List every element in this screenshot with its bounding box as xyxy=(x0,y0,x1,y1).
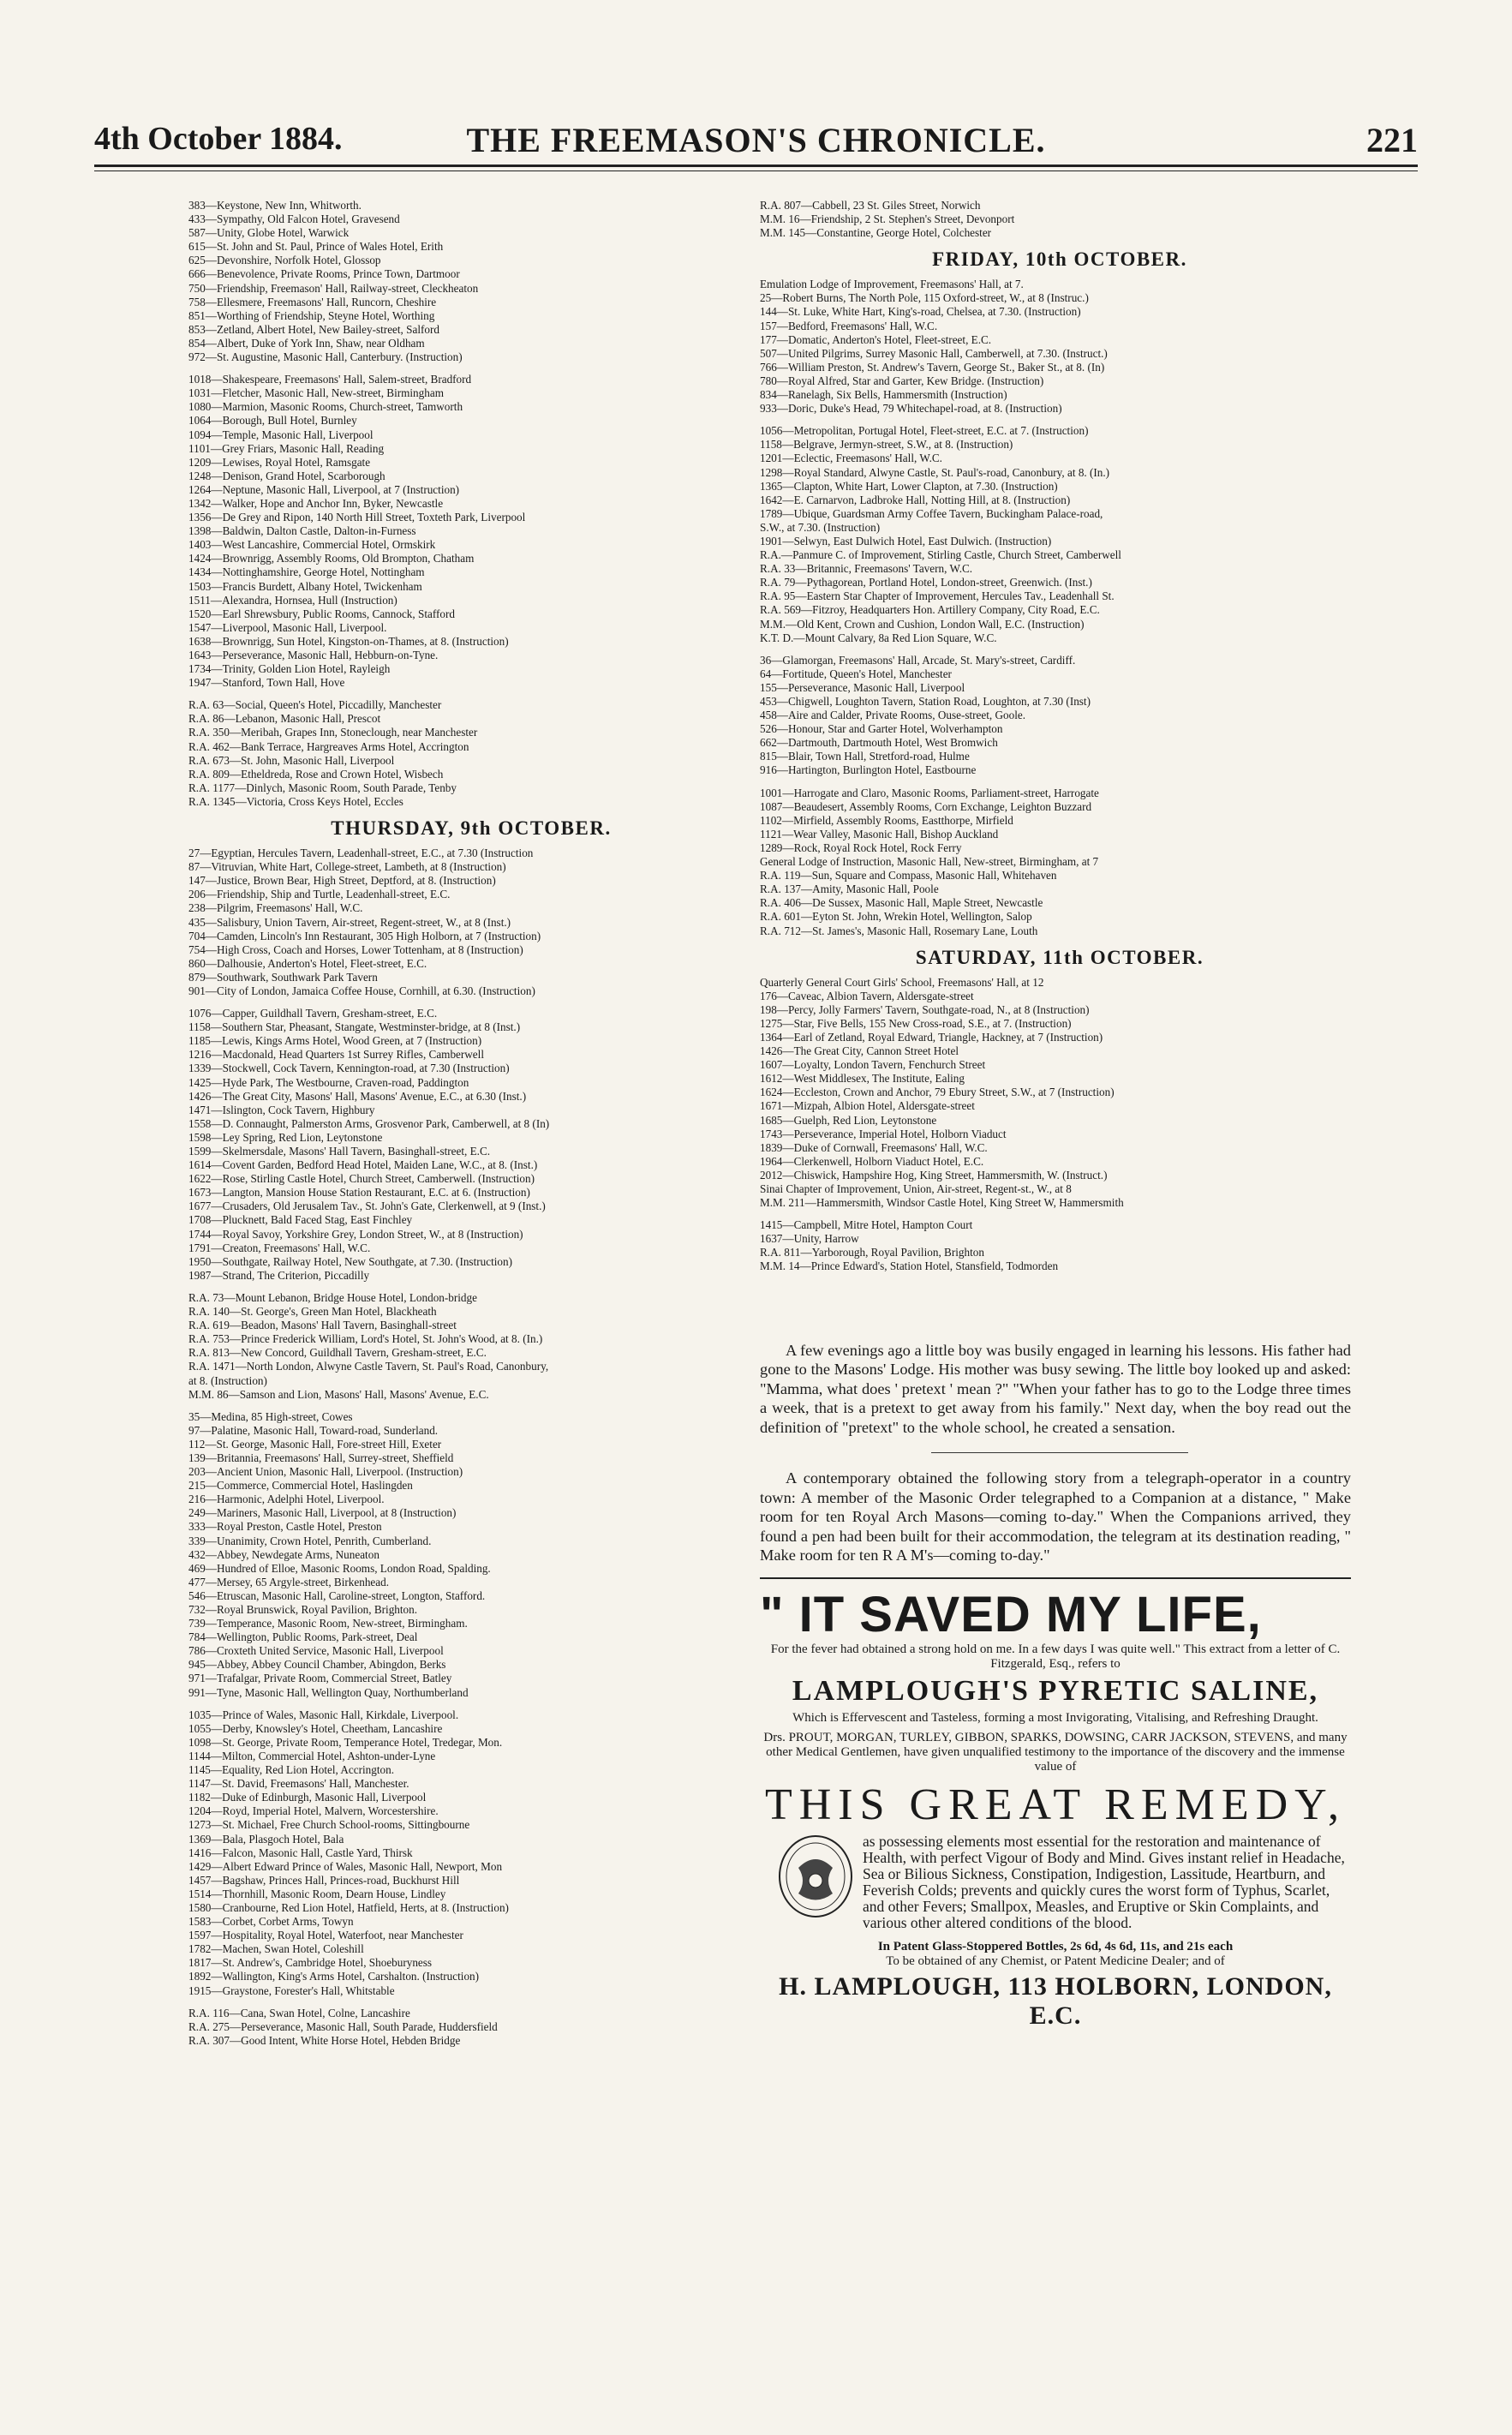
chapter-list-thursday-provincial xyxy=(188,2007,754,2048)
listing-line: R.A. 569—Fitzroy, Headquarters Hon. Artillery Company, City Road, E.C. xyxy=(760,603,1100,617)
listing-line: 1087—Beaudesert, Assembly Rooms, Corn Exchange, Leighton Buzzard xyxy=(760,799,1092,813)
listing-line: 215—Commerce, Commercial Hotel, Haslingden xyxy=(188,1479,413,1493)
listing-line: 1643—Perseverance, Masonic Hall, Hebburn-on-Tyne. xyxy=(188,649,439,661)
listing-line: 177—Domatic, Anderton's Hotel, Fleet-street, E.C. xyxy=(760,332,992,346)
listing-line: 1209—Lewises, Royal Hotel, Ramsgate xyxy=(188,455,371,469)
listing-line: 1415—Campbell, Mitre Hotel, Hampton Court xyxy=(760,1218,973,1232)
listing-line: 1637—Unity, Harrow xyxy=(760,1232,859,1246)
ad-dealer-note: To be obtained of any Chemist, or Patent Medicine Dealer; and of xyxy=(886,1953,1225,1968)
listing-line: 469—Hundred of Elloe, Masonic Rooms, London Road, Spalding. xyxy=(188,1561,491,1575)
listing-line: R.A. 807—Cabbell, 23 St. Giles Street, Norwich xyxy=(760,199,981,212)
listing-line: 87—Vitruvian, White Hart, College-street, Lambeth, at 8 (Instruction) xyxy=(188,860,506,874)
listing-line: 1403—West Lancashire, Commercial Hotel, Ormskirk xyxy=(188,538,436,552)
listing-line: 477—Mersey, 65 Argyle-street, Birkenhead. xyxy=(188,1575,390,1588)
listing-line: 1121—Wear Valley, Masonic Hall, Bishop Auckland xyxy=(760,827,999,841)
listing-line: 1101—Grey Friars, Masonic Hall, Reading xyxy=(188,441,385,455)
listing-line: 1950—Southgate, Railway Hotel, New Southgate, at 7.30. (Instruction) xyxy=(188,1254,512,1268)
ad-product-desc: Which is Effervescent and Tasteless, forming a most Invigorating, Vitalising, and Refreshing Draught. xyxy=(792,1710,1318,1725)
listing-line: 615—St. John and St. Paul, Prince of Wales Hotel, Erith xyxy=(188,240,444,254)
listing-line: R.A. 601—Eyton St. John, Wrekin Hotel, Wellington, Salop xyxy=(760,910,1032,924)
listing-line: 435—Salisbury, Union Tavern, Air-street, Regent-street, W., at 8 (Inst.) xyxy=(188,915,511,929)
listing-line: 739—Temperance, Masonic Room, New-street, Birmingham. xyxy=(188,1617,468,1630)
lodge-list-thursday-provincial xyxy=(188,1410,754,1700)
listing-line: 1275—Star, Five Bells, 155 New Cross-road, S.E., at 7. (Instruction) xyxy=(760,1016,1072,1030)
listing-line: 1987—Strand, The Criterion, Piccadilly xyxy=(188,1268,370,1282)
lodge-list-thursday-london xyxy=(188,847,754,998)
listing-line: 901—City of London, Jamaica Coffee House, Cornhill, at 6.30. (Instruction) xyxy=(188,984,535,997)
listing-line: 27—Egyptian, Hercules Tavern, Leadenhall-street, E.C., at 7.30 (Instruction xyxy=(188,847,534,860)
listing-line: 1273—St. Michael, Free Church School-rooms, Sittingbourne xyxy=(188,1818,470,1832)
listing-line: 1298—Royal Standard, Alwyne Castle, St. Paul's-road, Canonbury, at 8. (In.) xyxy=(760,465,1110,479)
listing-line: M.M. 211—Hammersmith, Windsor Castle Hotel, King Street W, Hammersmith xyxy=(760,1196,1124,1210)
listing-line: 853—Zetland, Albert Hotel, New Bailey-street, Salford xyxy=(188,322,439,336)
ad-body xyxy=(760,1834,1351,1931)
listing-line: 35—Medina, 85 High-street, Cowes xyxy=(188,1409,353,1423)
listing-line: 1583—Corbet, Corbet Arms, Towyn xyxy=(188,1915,354,1929)
listing-line: 1080—Marmion, Masonic Rooms, Church-street, Tamworth xyxy=(188,400,463,414)
listing-line: R.A. 813—New Concord, Guildhall Tavern, Gresham-street, E.C. xyxy=(188,1346,487,1360)
listing-line: 526—Honour, Star and Garter Hotel, Wolverhampton xyxy=(760,722,1003,736)
listing-line: R.A. 63—Social, Queen's Hotel, Piccadilly, Manchester xyxy=(188,698,442,712)
listing-line: 587—Unity, Globe Hotel, Warwick xyxy=(188,226,350,240)
listing-line: 144—St. Luke, White Hart, King's-road, Chelsea, at 7.30. (Instruction) xyxy=(760,305,1081,319)
listing-line: 991—Tyne, Masonic Hall, Wellington Quay, Northumberland xyxy=(188,1685,469,1699)
listing-line: 625—Devonshire, Norfolk Hotel, Glossop xyxy=(188,254,381,267)
listing-line: 662—Dartmouth, Dartmouth Hotel, West Bromwich xyxy=(760,736,998,750)
listing-line: 1364—Earl of Zetland, Royal Edward, Triangle, Hackney, at 7 (Instruction) xyxy=(760,1030,1103,1044)
section-divider xyxy=(931,1452,1188,1453)
listing-line: 1514—Thornhill, Masonic Room, Dearn House, Lindley xyxy=(188,1887,446,1900)
listing-line: R.A. 79—Pythagorean, Portland Hotel, London-street, Greenwich. (Inst.) xyxy=(760,576,1092,589)
listing-line: R.A.—Panmure C. of Improvement, Stirling Castle, Church Street, Camberwell xyxy=(760,548,1121,562)
listing-line: M.M. 16—Friendship, 2 St. Stephen's Street, Devonport xyxy=(760,212,1015,226)
listing-line: 1365—Clapton, White Hart, Lower Clapton, at 7.30. (Instruction) xyxy=(760,479,1058,493)
listing-line: Emulation Lodge of Improvement, Freemasons' Hall, at 7. xyxy=(760,278,1024,291)
listing-line: 1434—Nottinghamshire, George Hotel, Nottingham xyxy=(188,565,425,579)
listing-line: 1597—Hospitality, Royal Hotel, Waterfoot, near Manchester xyxy=(188,1929,463,1942)
listing-line: 666—Benevolence, Private Rooms, Prince Town, Dartmoor xyxy=(188,267,460,281)
listing-line: R.A. 1345—Victoria, Cross Keys Hotel, Eccles xyxy=(188,794,403,808)
listing-line: 1424—Brownrigg, Assembly Rooms, Old Brompton, Chatham xyxy=(188,552,475,565)
left-column xyxy=(188,199,754,2048)
ad-address: H. LAMPLOUGH, 113 HOLBORN, LONDON, E.C. xyxy=(779,1971,1332,2030)
anecdote-telegram xyxy=(760,1469,1351,1565)
lodge-list-friday-provincial-2 xyxy=(760,787,1360,938)
listing-line: 754—High Cross, Coach and Horses, Lower Tottenham, at 8 (Instruction) xyxy=(188,942,523,956)
listing-line: 1782—Machen, Swan Hotel, Coleshill xyxy=(188,1942,364,1956)
right-column xyxy=(760,199,1360,2031)
listing-line: 458—Aire and Calder, Private Rooms, Ouse-street, Goole. xyxy=(760,709,1026,722)
listing-line: 1457—Bagshaw, Princes Hall, Princes-road, Buckhurst Hill xyxy=(188,1873,460,1887)
listing-line: 780—Royal Alfred, Star and Garter, Kew Bridge. (Instruction) xyxy=(760,374,1044,387)
listing-line: 851—Worthing of Friendship, Steyne Hotel, Worthing xyxy=(188,308,435,322)
listing-line: R.A. 116—Cana, Swan Hotel, Colne, Lancashire xyxy=(188,2006,410,2019)
listing-line: R.A. 753—Prince Frederick William, Lord's Hotel, St. John's Wood, at 8. (In.) xyxy=(188,1332,543,1346)
listing-line: R.A. 619—Beadon, Masons' Hall Tavern, Basinghall-street xyxy=(188,1319,457,1332)
listing-line: 1018—Shakespeare, Freemasons' Hall, Salem-street, Bradford xyxy=(188,373,472,386)
lodge-list-wednesday-provincial xyxy=(188,199,754,364)
listing-line: 1580—Cranbourne, Red Lion Hotel, Hatfield, Herts, at 8. (Instruction) xyxy=(188,1900,509,1914)
newspaper-title: THE FREEMASON'S CHRONICLE. xyxy=(466,121,1046,159)
listing-line: 1734—Trinity, Golden Lion Hotel, Rayleigh xyxy=(188,662,391,676)
listing-line: 1964—Clerkenwell, Holborn Viaduct Hotel, E.C. xyxy=(760,1154,984,1168)
listing-line: 1892—Wallington, King's Arms Hotel, Carshalton. (Instruction) xyxy=(188,1970,480,1983)
listing-line: 879—Southwark, Southwark Park Tavern xyxy=(188,970,378,984)
listing-line: 1158—Belgrave, Jermyn-street, S.W., at 8. (Instruction) xyxy=(760,438,1013,452)
listing-line: 732—Royal Brunswick, Royal Pavilion, Brighton. xyxy=(188,1603,418,1616)
listing-line: 112—St. George, Masonic Hall, Fore-street Hill, Exeter xyxy=(188,1437,442,1451)
listing-line: 1056—Metropolitan, Portugal Hotel, Fleet-street, E.C. at 7. (Instruction) xyxy=(760,424,1089,438)
listing-line: 1035—Prince of Wales, Masonic Hall, Kirkdale, Liverpool. xyxy=(188,1708,459,1721)
ad-body-text: as possessing elements most essential for the restoration and maintenance of Health, with perfect Vigour of Body and Mind. Gives instant relief in Headache, Sea or Bilious Sickness, Constipation, Indigestion, Lassitude, Heartburn, and Feverish Colds; prevents and quickly cures the worst form of Typhus, Scarlet, and other Fevers; Smallpox, Measles, and Eruptive or Skin Complaints, and various other altered conditions of the blood. xyxy=(863,1832,1345,1931)
lodge-list-saturday-provincial xyxy=(760,1218,1360,1273)
listing-line: 249—Mariners, Masonic Hall, Liverpool, at 8 (Instruction) xyxy=(188,1506,457,1520)
listing-line: 945—Abbey, Abbey Council Chamber, Abingdon, Berks xyxy=(188,1658,446,1672)
masthead-rule xyxy=(94,165,1418,167)
listing-line: 1520—Earl Shrewsbury, Public Rooms, Cannock, Stafford xyxy=(188,607,455,620)
listing-line: 1398—Baldwin, Dalton Castle, Dalton-in-Furness xyxy=(188,524,416,538)
listing-line: 1612—West Middlesex, The Institute, Ealing xyxy=(760,1072,965,1086)
listing-line: 1001—Harrogate and Claro, Masonic Rooms, Parliament-street, Harrogate xyxy=(760,786,1099,799)
listing-line: 815—Blair, Town Hall, Stretford-road, Hulme xyxy=(760,750,970,763)
listing-line: 1642—E. Carnarvon, Ladbroke Hall, Notting Hill, at 8. (Instruction) xyxy=(760,493,1071,506)
listing-line: 1201—Eclectic, Freemasons' Hall, W.C. xyxy=(760,452,942,465)
listing-line: R.A. 95—Eastern Star Chapter of Improvement, Hercules Tav., Leadenhall St. xyxy=(760,589,1115,603)
listing-line: R.A. 73—Mount Lebanon, Bridge House Hotel, London-bridge xyxy=(188,1290,477,1304)
listing-line: 1638—Brownrigg, Sun Hotel, Kingston-on-Thames, at 8. (Instruction) xyxy=(188,634,509,648)
listing-line: 1743—Perseverance, Imperial Hotel, Holborn Viaduct xyxy=(760,1127,1007,1140)
ad-product-name: LAMPLOUGH'S PYRETIC SALINE, xyxy=(792,1674,1319,1707)
listing-line: 1614—Covent Garden, Bedford Head Hotel, Maiden Lane, W.C., at 8. (Inst.) xyxy=(188,1158,538,1172)
listing-line: 1685—Guelph, Red Lion, Leytonstone xyxy=(760,1113,937,1127)
listing-line: 860—Dalhousie, Anderton's Hotel, Fleet-street, E.C. xyxy=(188,956,427,970)
listing-line: 507—United Pilgrims, Surrey Masonic Hall, Camberwell, at 7.30. (Instruct.) xyxy=(760,346,1108,360)
listing-line: 1558—D. Connaught, Palmerston Arms, Grosvenor Park, Camberwell, at 8 (In) xyxy=(188,1116,550,1130)
listing-line: 758—Ellesmere, Freemasons' Hall, Runcorn, Cheshire xyxy=(188,295,437,308)
listing-line: 1248—Denison, Grand Hotel, Scarborough xyxy=(188,469,385,482)
chapter-list-thursday-cont xyxy=(760,199,1360,240)
listing-line: R.A. 811—Yarborough, Royal Pavilion, Brighton xyxy=(760,1246,984,1259)
listing-line: 1426—The Great City, Masons' Hall, Masons' Avenue, E.C., at 6.30 (Inst.) xyxy=(188,1089,527,1103)
listing-line: 238—Pilgrim, Freemasons' Hall, W.C. xyxy=(188,901,363,915)
lodge-list-wednesday-provincial-2 xyxy=(188,373,754,690)
listing-line: 432—Abbey, Newdegate Arms, Nuneaton xyxy=(188,1547,379,1561)
listing-line: 1094—Temple, Masonic Hall, Liverpool xyxy=(188,428,374,441)
listing-line: M.M. 145—Constantine, George Hotel, Colchester xyxy=(760,226,992,240)
listing-line: R.A. 462—Bank Terrace, Hargreaves Arms Hotel, Accrington xyxy=(188,739,469,753)
listing-line: 1471—Islington, Cock Tavern, Highbury xyxy=(188,1103,375,1116)
saturday-heading: SATURDAY, 11th OCTOBER. xyxy=(915,946,1204,968)
listing-line: 2012—Chiswick, Hampshire Hog, King Street, Hammersmith, W. (Instruct.) xyxy=(760,1168,1108,1182)
listing-line: R.A. 86—Lebanon, Masonic Hall, Prescot xyxy=(188,712,381,726)
listing-line: 433—Sympathy, Old Falcon Hotel, Gravesend xyxy=(188,212,400,226)
listing-line: Sinai Chapter of Improvement, Union, Air-street, Regent-st., W., at 8 xyxy=(760,1182,1072,1195)
listing-line: at 8. (Instruction) xyxy=(188,1373,267,1387)
thursday-heading: THURSDAY, 9th OCTOBER. xyxy=(331,817,612,840)
listing-line: 1425—Hyde Park, The Westbourne, Craven-road, Paddington xyxy=(188,1075,469,1089)
ad-bottle-prices: In Patent Glass-Stoppered Bottles, 2s 6d, 4s 6d, 11s, and 21s each xyxy=(877,1939,1234,1953)
listing-line: 1264—Neptune, Masonic Hall, Liverpool, at 7 (Instruction) xyxy=(188,482,460,496)
lodge-list-friday-provincial xyxy=(760,654,1360,778)
listing-line: 339—Unanimity, Crown Hotel, Penrith, Cumberland. xyxy=(188,1534,432,1547)
page-number: 221 xyxy=(1366,121,1418,159)
listing-line: 1708—Plucknett, Bald Faced Stag, East Finchley xyxy=(188,1213,413,1227)
listing-line: 1429—Albert Edward Prince of Wales, Masonic Hall, Newport, Mon xyxy=(188,1859,503,1873)
listing-line: 972—St. Augustine, Masonic Hall, Canterbury. (Instruction) xyxy=(188,350,463,364)
listing-line: 933—Doric, Duke's Head, 79 Whitechapel-road, at 8. (Instruction) xyxy=(760,402,1062,416)
listing-line: 1915—Graystone, Forester's Hall, Whitstable xyxy=(188,1983,395,1997)
anecdote-pretext-text: A few evenings ago a little boy was busily engaged in learning his lessons. His father had gone to the Masons' Lodge. His mother was busy sewing. The little boy looked up and asked: "Mamma, what does ' pretext ' mean ?" "When your father has to go to the Lodge three times a week, that is a pretext to get away from his family." Next day, when the boy read out the definition of "pretext" to the whole school, he created a sensation. xyxy=(760,1341,1351,1436)
listing-line: S.W., at 7.30. (Instruction) xyxy=(760,520,881,534)
listing-line: 1185—Lewis, Kings Arms Hotel, Wood Green, at 7 (Instruction) xyxy=(188,1034,482,1048)
listing-line: 704—Camden, Lincoln's Inn Restaurant, 305 High Holborn, at 7 (Instruction) xyxy=(188,929,541,942)
listing-line: 198—Percy, Jolly Farmers' Tavern, Southgate-road, N., at 8 (Instruction) xyxy=(760,1002,1090,1016)
listing-line: 1102—Mirfield, Assembly Rooms, Eastthorpe, Mirfield xyxy=(760,813,1013,827)
lodge-list-friday-london-2 xyxy=(760,424,1360,645)
listing-line: 971—Trafalgar, Private Room, Commercial Street, Batley xyxy=(188,1672,452,1685)
lodge-list-thursday-provincial-2 xyxy=(188,1708,754,1998)
listing-line: M.M.—Old Kent, Crown and Cushion, London Wall, E.C. (Instruction) xyxy=(760,617,1085,631)
listing-line: 139—Britannia, Freemasons' Hall, Surrey-street, Sheffield xyxy=(188,1451,454,1464)
listing-line: K.T. D.—Mount Calvary, 8a Red Lion Square, W.C. xyxy=(760,631,997,644)
listing-line: 1624—Eccleston, Crown and Anchor, 79 Ebury Street, S.W., at 7 (Instruction) xyxy=(760,1086,1115,1099)
listing-line: 203—Ancient Union, Masonic Hall, Liverpool. (Instruction) xyxy=(188,1465,463,1479)
listing-line: 1547—Liverpool, Masonic Hall, Liverpool. xyxy=(188,620,387,634)
listing-line: M.M. 14—Prince Edward's, Station Hotel, Stansfield, Todmorden xyxy=(760,1259,1059,1273)
listing-line: 1216—Macdonald, Head Quarters 1st Surrey Rifles, Camberwell xyxy=(188,1048,484,1062)
listing-line: 1369—Bala, Plasgoch Hotel, Bala xyxy=(188,1832,344,1846)
listing-line: 1356—De Grey and Ripon, 140 North Hill Street, Toxteth Park, Liverpool xyxy=(188,511,526,524)
listing-line: 1511—Alexandra, Hornsea, Hull (Instruction) xyxy=(188,593,397,607)
ad-doctors: Drs. PROUT, MORGAN, TURLEY, GIBBON, SPARKS, DOWSING, CARR JACKSON, STEVENS, and many other Medical Gentlemen, have given unqualified testimony to the importance of the discovery and the immense value of xyxy=(763,1730,1348,1774)
listing-line: 1055—Derby, Knowsley's Hotel, Cheetham, Lancashire xyxy=(188,1721,443,1735)
listing-line: 1416—Falcon, Masonic Hall, Castle Yard, Thirsk xyxy=(188,1846,413,1859)
listing-line: R.A. 809—Etheldreda, Rose and Crown Hotel, Wisbech xyxy=(188,767,444,781)
listing-line: R.A. 307—Good Intent, White Horse Hotel, Hebden Bridge xyxy=(188,2033,461,2047)
listing-line: 1607—Loyalty, London Tavern, Fenchurch Street xyxy=(760,1058,986,1072)
listing-line: R.A. 673—St. John, Masonic Hall, Liverpool xyxy=(188,753,395,767)
listing-line: R.A. 119—Sun, Square and Compass, Masonic Hall, Whitehaven xyxy=(760,869,1057,882)
listing-line: 750—Friendship, Freemason' Hall, Railway-street, Cleckheaton xyxy=(188,281,479,295)
listing-line: R.A. 275—Perseverance, Masonic Hall, South Parade, Huddersfield xyxy=(188,2019,498,2033)
ad-headline: " IT SAVED MY LIFE, xyxy=(760,1586,1262,1642)
listing-line: 916—Hartington, Burlington Hotel, Eastbourne xyxy=(760,763,977,777)
listing-line: 1901—Selwyn, East Dulwich Hotel, East Dulwich. (Instruction) xyxy=(760,534,1052,547)
listing-line: 1289—Rock, Royal Rock Hotel, Rock Ferry xyxy=(760,841,962,854)
listing-line: 383—Keystone, New Inn, Whitworth. xyxy=(188,199,362,212)
friday-heading: FRIDAY, 10th OCTOBER. xyxy=(932,248,1187,271)
listing-line: 786—Croxteth United Service, Masonic Hall, Liverpool xyxy=(188,1644,444,1658)
listing-line: 1503—Francis Burdett, Albany Hotel, Twickenham xyxy=(188,579,422,593)
listing-line: 784—Wellington, Public Rooms, Park-street, Deal xyxy=(188,1630,418,1644)
listing-line: 1599—Skelmersdale, Masons' Hall Tavern, Basinghall-street, E.C. xyxy=(188,1145,491,1158)
listing-line: 25—Robert Burns, The North Pole, 115 Oxford-street, W., at 8 (Instruc.) xyxy=(760,291,1089,305)
listing-line: 1064—Borough, Bull Hotel, Burnley xyxy=(188,414,357,428)
listing-line: R.A. 712—St. James's, Masonic Hall, Rosemary Lane, Louth xyxy=(760,924,1038,937)
listing-line: 155—Perseverance, Masonic Hall, Liverpool xyxy=(760,680,965,694)
listing-line: 546—Etruscan, Masonic Hall, Caroline-street, Longton, Stafford. xyxy=(188,1588,486,1602)
listing-line: R.A. 1471—North London, Alwyne Castle Tavern, St. Paul's Road, Canonbury, xyxy=(188,1360,549,1373)
listing-line: 1791—Creaton, Freemasons' Hall, W.C. xyxy=(188,1241,371,1254)
listing-line: 333—Royal Preston, Castle Hotel, Preston xyxy=(188,1520,382,1534)
listing-line: 834—Ranelagh, Six Bells, Hammersmith (Instruction) xyxy=(760,388,1007,402)
chapter-list-thursday-london xyxy=(188,1291,754,1402)
listing-line: R.A. 406—De Sussex, Masonic Hall, Maple Street, Newcastle xyxy=(760,896,1043,910)
listing-line: 1145—Equality, Red Lion Hotel, Accrington. xyxy=(188,1763,395,1777)
trademark-seal-icon xyxy=(777,1834,854,1923)
listing-line: 1147—St. David, Freemasons' Hall, Manchester. xyxy=(188,1777,409,1791)
listing-line: 1076—Capper, Guildhall Tavern, Gresham-street, E.C. xyxy=(188,1007,438,1020)
listing-line: 216—Harmonic, Adelphi Hotel, Liverpool. xyxy=(188,1493,385,1506)
listing-line: 1622—Rose, Stirling Castle Hotel, Church Street, Camberwell. (Instruction) xyxy=(188,1172,535,1186)
listing-line: 854—Albert, Duke of York Inn, Shaw, near Oldham xyxy=(188,336,425,350)
listing-line: 206—Friendship, Ship and Turtle, Leadenhall-street, E.C. xyxy=(188,888,451,901)
listing-line: 766—William Preston, St. Andrew's Tavern, George St., Baker St., at 8. (In) xyxy=(760,360,1105,374)
listing-line: 1677—Crusaders, Old Jerusalem Tav., St. John's Gate, Clerkenwell, at 9 (Inst.) xyxy=(188,1200,546,1213)
chapter-list-wednesday xyxy=(188,698,754,809)
listing-line: 1342—Walker, Hope and Anchor Inn, Byker, Newcastle xyxy=(188,496,444,510)
listing-line: 1598—Ley Spring, Red Lion, Leytonstone xyxy=(188,1130,383,1144)
anecdote-telegram-text: A contemporary obtained the following story from a telegraph-operator in a country town: A member of the Masonic Order telegraphed to a Companion at a distance, " Make room for ten Royal Arch Masons—coming to-day." When the Companions arrived, they found a pen had been built for their accommodation, the telegram at its destination reading, " Make room for ten R A M's—coming to-day." xyxy=(760,1469,1351,1565)
lodge-list-friday-london xyxy=(760,278,1360,416)
lodge-list-saturday-london xyxy=(760,976,1360,1211)
listing-line: 147—Justice, Brown Bear, High Street, Deptford, at 8. (Instruction) xyxy=(188,874,496,888)
listing-line: 157—Bedford, Freemasons' Hall, W.C. xyxy=(760,319,938,332)
listing-line: 1144—Milton, Commercial Hotel, Ashton-under-Lyne xyxy=(188,1749,436,1762)
listing-line: R.A. 137—Amity, Masonic Hall, Poole xyxy=(760,882,939,896)
listing-line: 1426—The Great City, Cannon Street Hotel xyxy=(760,1044,959,1058)
listing-line: 1947—Stanford, Town Hall, Hove xyxy=(188,676,345,690)
listing-line: R.A. 1177—Dinlych, Masonic Room, South Parade, Tenby xyxy=(188,781,457,794)
listing-line: 1339—Stockwell, Cock Tavern, Kennington-road, at 7.30 (Instruction) xyxy=(188,1062,510,1075)
listing-line: General Lodge of Instruction, Masonic Hall, New-street, Birmingham, at 7 xyxy=(760,855,1099,869)
listing-line: 1744—Royal Savoy, Yorkshire Grey, London Street, W., at 8 (Instruction) xyxy=(188,1227,523,1241)
anecdote-pretext xyxy=(760,1341,1351,1438)
listing-line: 1671—Mizpah, Albion Hotel, Aldersgate-street xyxy=(760,1099,975,1113)
listing-line: 64—Fortitude, Queen's Hotel, Manchester xyxy=(760,667,952,680)
issue-date: 4th October 1884. xyxy=(94,121,343,157)
listing-line: Quarterly General Court Girls' School, Freemasons' Hall, at 12 xyxy=(760,975,1044,989)
advertisement-pyretic-saline xyxy=(760,1577,1351,2031)
listing-line: 453—Chigwell, Loughton Tavern, Station Road, Loughton, at 7.30 (Inst) xyxy=(760,695,1091,708)
listing-line: 1182—Duke of Edinburgh, Masonic Hall, Liverpool xyxy=(188,1791,427,1804)
listing-line: R.A. 33—Britannic, Freemasons' Tavern, W.C. xyxy=(760,562,973,576)
listing-line: 97—Palatine, Masonic Hall, Toward-road, Sunderland. xyxy=(188,1423,439,1437)
listing-line: 1789—Ubique, Guardsman Army Coffee Tavern, Buckingham Palace-road, xyxy=(760,506,1103,520)
listing-line: 36—Glamorgan, Freemasons' Hall, Arcade, St. Mary's-street, Cardiff. xyxy=(760,653,1076,667)
listing-line: M.M. 86—Samson and Lion, Masons' Hall, Masons' Avenue, E.C. xyxy=(188,1387,489,1401)
ad-remedy-title: THIS GREAT REMEDY, xyxy=(764,1780,1346,1829)
ad-subhead: For the fever had obtained a strong hold on me. In a few days I was quite well." This extract from a letter of C. Fitzgerald, Esq., refers to xyxy=(770,1642,1341,1671)
listing-line: 176—Caveac, Albion Tavern, Aldersgate-street xyxy=(760,989,974,1002)
listing-line: 1158—Southern Star, Pheasant, Stangate, Westminster-bridge, at 8 (Inst.) xyxy=(188,1020,521,1034)
listing-line: 1673—Langton, Mansion House Station Restaurant, E.C. at 6. (Instruction) xyxy=(188,1186,530,1200)
listing-line: 1817—St. Andrew's, Cambridge Hotel, Shoeburyness xyxy=(188,1956,433,1970)
listing-line: 1098—St. George, Private Room, Temperance Hotel, Tredegar, Mon. xyxy=(188,1735,503,1749)
masthead xyxy=(94,120,1418,163)
lodge-list-thursday-london-2 xyxy=(188,1007,754,1283)
listing-line: 1031—Fletcher, Masonic Hall, New-street, Birmingham xyxy=(188,386,444,400)
listing-line: R.A. 350—Meribah, Grapes Inn, Stoneclough, near Manchester xyxy=(188,726,478,739)
listing-line: R.A. 140—St. George's, Green Man Hotel, Blackheath xyxy=(188,1305,437,1319)
listing-line: 1204—Royd, Imperial Hotel, Malvern, Worcestershire. xyxy=(188,1804,439,1818)
listing-line: 1839—Duke of Cornwall, Freemasons' Hall, W.C. xyxy=(760,1140,988,1154)
